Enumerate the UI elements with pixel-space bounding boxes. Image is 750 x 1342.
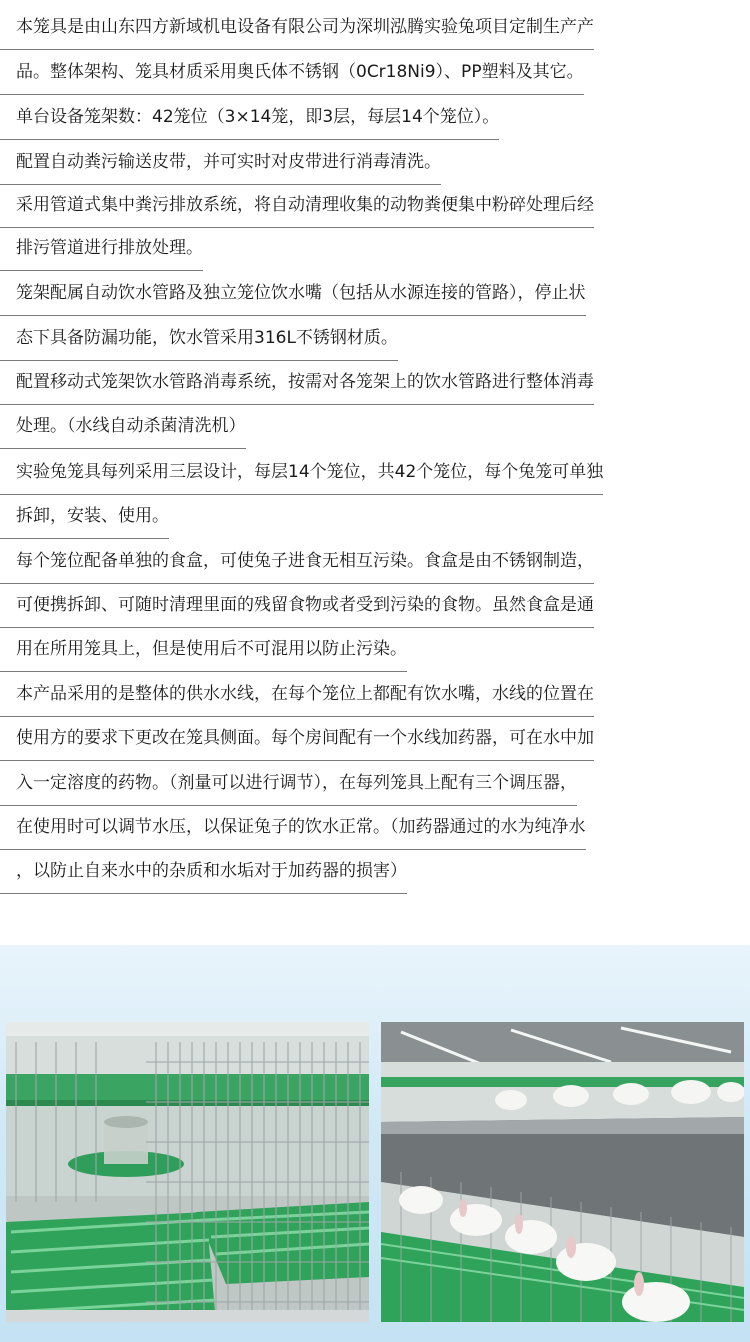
text-line	[0, 806, 586, 850]
text-line	[0, 584, 594, 628]
text-line-content: 拆卸，安装、使用。	[0, 495, 169, 539]
text-line	[0, 272, 586, 316]
text-line-content: 态下具备防漏功能，饮水管采用316L不锈钢材质。	[0, 317, 398, 361]
text-line	[0, 540, 594, 584]
text-line-content: 单台设备笼架数：42笼位（3×14笼，即3层，每层14个笼位）。	[0, 96, 499, 140]
text-line-content: 配置移动式笼架饮水管路消毒系统，按需对各笼架上的饮水管路进行整体消毒	[0, 361, 594, 405]
text-line	[0, 141, 441, 185]
text-line-content: 入一定溶度的药物。（剂量可以进行调节），在每列笼具上配有三个调压器，	[0, 762, 577, 806]
text-line-content: 品。整体架构、笼具材质采用奥氏体不锈钢（0Cr18Ni9）、PP塑料及其它。	[0, 51, 584, 95]
text-line-content: 用在所用笼具上，但是使用后不可混用以防止污染。	[0, 628, 407, 672]
text-line	[0, 227, 203, 271]
text-line-content: 排污管道进行排放处理。	[0, 227, 203, 271]
text-line-content: 本产品采用的是整体的供水水线，在每个笼位上都配有饮水嘴，水线的位置在	[0, 673, 594, 717]
text-line	[0, 673, 594, 717]
text-line	[0, 361, 594, 405]
text-line-content: ，以防止自来水中的杂质和水垢对于加药器的损害）	[0, 850, 407, 894]
text-line-content: 实验兔笼具每列采用三层设计，每层14个笼位，共42个笼位，每个兔笼可单独	[0, 451, 603, 495]
text-line-content: 使用方的要求下更改在笼具侧面。每个房间配有一个水线加药器，可在水中加	[0, 717, 594, 761]
text-line-content: 本笼具是由山东四方新域机电设备有限公司为深圳泓腾实验兔项目定制生产产	[0, 6, 594, 50]
text-line	[0, 51, 584, 95]
text-line-content: 可便携拆卸、可随时清理里面的残留食物或者受到污染的食物。虽然食盒是通	[0, 584, 594, 628]
text-line-content: 每个笼位配备单独的食盒，可使兔子进食无相互污染。食盒是由不锈钢制造，	[0, 540, 594, 584]
text-line	[0, 495, 169, 539]
text-line	[0, 762, 577, 806]
text-line	[0, 850, 407, 894]
text-line	[0, 184, 594, 228]
text-line	[0, 451, 603, 495]
text-line-content: 配置自动粪污输送皮带，并可实时对皮带进行消毒清洗。	[0, 141, 441, 185]
text-line	[0, 628, 407, 672]
text-line	[0, 317, 398, 361]
text-line	[0, 96, 499, 140]
text-line-content: 采用管道式集中粪污排放系统，将自动清理收集的动物粪便集中粉碎处理后经	[0, 184, 594, 228]
text-line	[0, 405, 246, 449]
text-line	[0, 717, 594, 761]
text-line-content: 笼架配属自动饮水管路及独立笼位饮水嘴（包括从水源连接的管路），停止状	[0, 272, 586, 316]
rabbit-cage-row-photo	[381, 1022, 744, 1322]
cage-interior-photo	[6, 1022, 369, 1322]
text-line	[0, 6, 594, 50]
text-line-content: 处理。（水线自动杀菌清洗机）	[0, 405, 246, 449]
text-line-content: 在使用时可以调节水压，以保证兔子的饮水正常。（加药器通过的水为纯净水	[0, 806, 586, 850]
